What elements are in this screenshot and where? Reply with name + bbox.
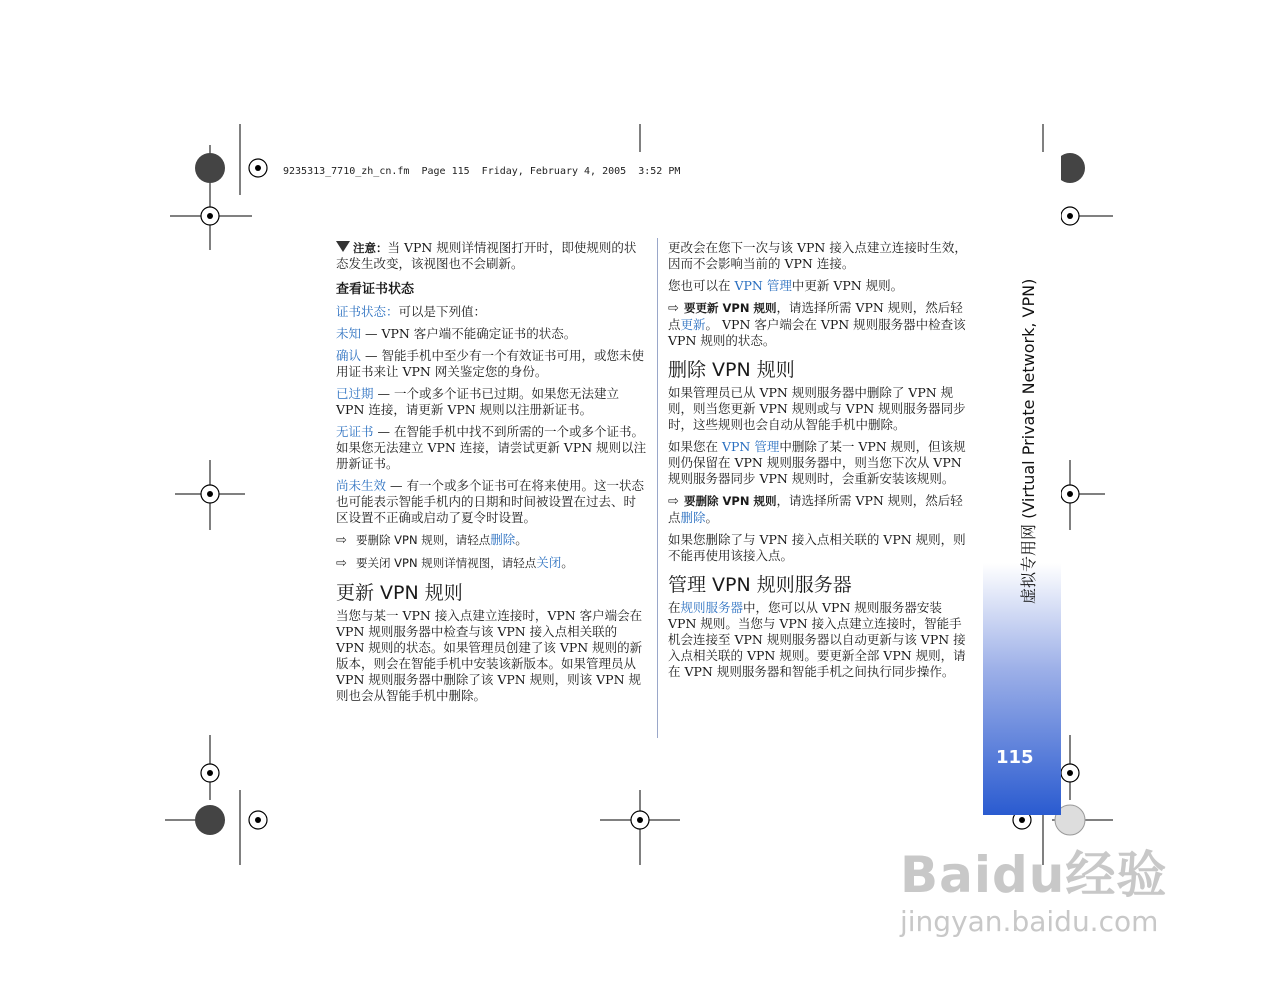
- update-rule-heading: 更新 VPN 规则: [336, 582, 463, 604]
- tip-close-view: ⇨ 要关闭 VPN 规则详情视图，请轻点关闭。: [336, 555, 574, 571]
- print-header: 9235313_7710_zh_cn.fm Page 115 Friday, February 4, 2005 3:52 PM: [283, 166, 681, 177]
- note-paragraph: 注意：当 VPN 规则详情视图打开时，即使规则的状态发生改变，该视图也不会刷新。: [336, 240, 637, 271]
- chapter-title: 虚拟专用网 (Virtual Private Network, VPN): [1019, 278, 1038, 604]
- delete-rule-p1: 如果管理员已从 VPN 规则服务器中删除了 VPN 规则，则当您更新 VPN 规则或与 VPN 规则服务器同步时，这些规则也会自动从智能手机中删除。: [668, 385, 966, 432]
- status-no-cert: 无证书 — 在智能手机中找不到所需的一个或多个证书。如果您无法建立 VPN 连接，请尝试更新 VPN 规则以注册新证书。: [336, 424, 647, 471]
- baidu-watermark: [900, 835, 1167, 938]
- status-unknown: 未知 — VPN 客户端不能确定证书的状态。: [336, 326, 577, 341]
- delete-rule-heading: 删除 VPN 规则: [668, 359, 795, 381]
- update-rule-continued: 更改会在您下一次与该 VPN 接入点建立连接时生效，因而不会影响当前的 VPN 连接。: [668, 240, 967, 271]
- page-number: 115: [996, 747, 1034, 768]
- manage-server-text: 在规则服务器中，您可以从 VPN 规则服务器安装 VPN 规则。当您与 VPN 接入点建立连接时，智能手机会连接至 VPN 规则服务器以自动更新与该 VPN 接入点相关联的 VPN 规则。要更新全部 VPN 规则，请在 VPN 规则服务器和智能手机之间执行同步操作。: [668, 600, 966, 679]
- cert-status-intro: 证书状态：可以是下列值：: [336, 304, 487, 319]
- column-divider: [657, 238, 658, 738]
- cert-status-heading: 查看证书状态: [336, 282, 415, 297]
- right-column: [668, 240, 973, 686]
- update-in-vpn-manager: 您也可以在 VPN 管理中更新 VPN 规则。: [668, 278, 904, 293]
- tip-delete-rule-right: ⇨ 要删除 VPN 规则，请选择所需 VPN 规则，然后轻点删除。: [668, 493, 963, 525]
- arrow-right-icon: ⇨: [668, 494, 679, 509]
- status-confirmed: 确认 — 智能手机中至少有一个有效证书可用，或您未使用证书来让 VPN 网关鉴定您的身份。: [336, 348, 644, 379]
- left-column: [336, 240, 648, 710]
- status-expired: 已过期 — 一个或多个证书已过期。如果您无法建立 VPN 连接，请更新 VPN 规则以注册新证书。: [336, 386, 619, 417]
- delete-rule-p2: 如果您在 VPN 管理中删除了某一 VPN 规则，但该规则仍保留在 VPN 规则服务器中，则当您下次从 VPN 规则服务器同步 VPN 规则时，会重新安装该规则。: [668, 439, 966, 486]
- watermark-brand: Baidu经验: [900, 846, 1168, 904]
- note-icon: [336, 241, 350, 252]
- tip-update-rule: ⇨ 要更新 VPN 规则，请选择所需 VPN 规则，然后轻点更新。 VPN 客户端会在 VPN 规则服务器中检查该 VPN 规则的状态。: [668, 300, 966, 348]
- tip-delete-rule: ⇨ 要删除 VPN 规则，请轻点删除。: [336, 532, 528, 548]
- arrow-right-icon: ⇨: [336, 533, 347, 548]
- manage-server-heading: 管理 VPN 规则服务器: [668, 574, 852, 596]
- arrow-right-icon: ⇨: [668, 301, 679, 316]
- delete-rule-p3: 如果您删除了与 VPN 接入点相关联的 VPN 规则，则不能再使用该接入点。: [668, 532, 966, 563]
- arrow-right-icon: ⇨: [336, 556, 347, 571]
- update-rule-text: 当您与某一 VPN 接入点建立连接时，VPN 客户端会在 VPN 规则服务器中检查与该 VPN 接入点相关联的 VPN 规则的状态。如果管理员创建了该 VPN 规则的新版本，则会在智能手机中安装该新版本。如果管理员从 VPN 规则服务器中删除了该 VPN 规则，则该 VPN 规则也会从智能手机中删除。: [336, 608, 643, 703]
- status-not-yet-valid: 尚未生效 — 有一个或多个证书可在将来使用。这一状态也可能表示智能手机内的日期和时间被设置在过去、时区设置不正确或启动了夏令时设置。: [336, 478, 644, 525]
- watermark-url: jingyan.baidu.com: [900, 905, 1159, 938]
